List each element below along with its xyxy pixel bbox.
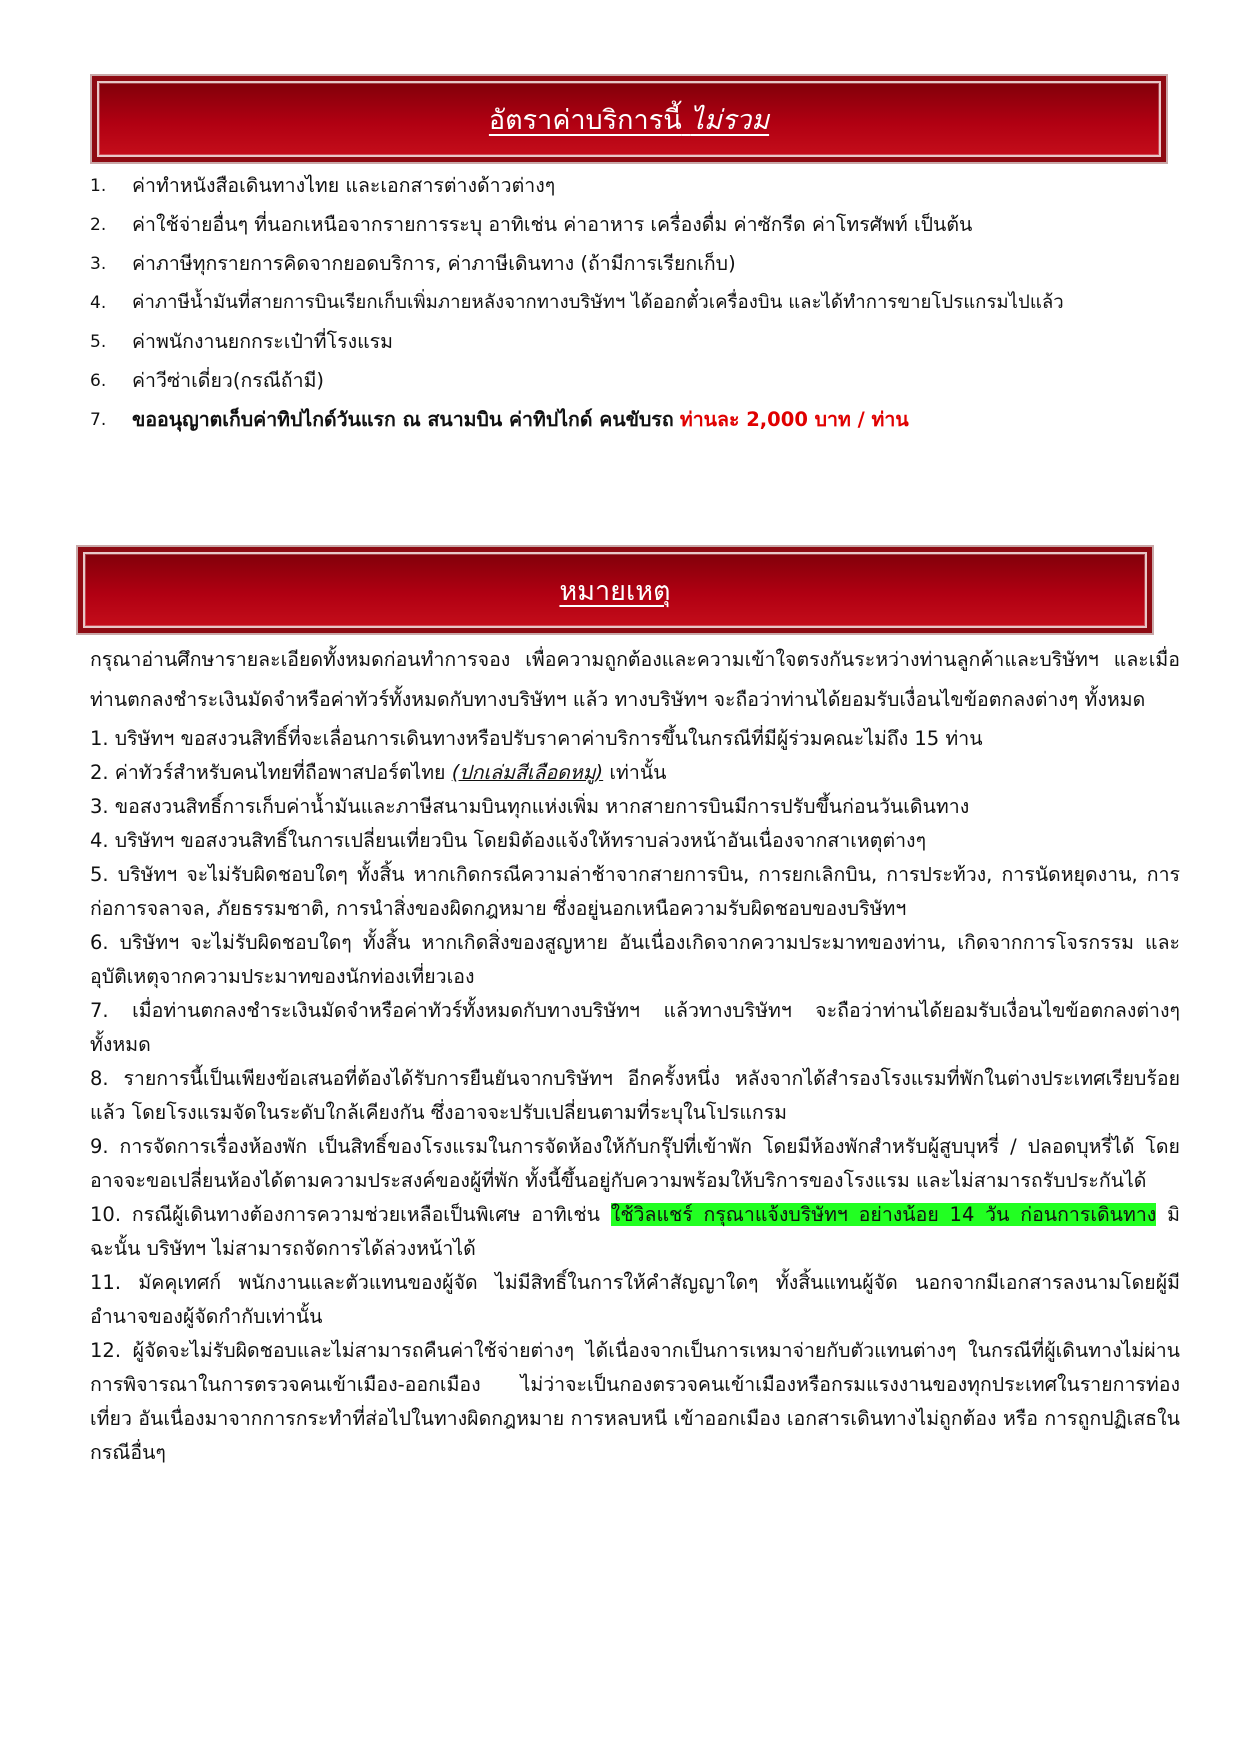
item-text: ขออนุญาตเก็บค่าทิปไกด์วันแรก ณ สนามบิน ค่าทิปไกด์ คนขับรถ xyxy=(132,408,674,431)
note-item: 12. ผู้จัดจะไม่รับผิดชอบและไม่สามารถคืนค่าใช้จ่ายต่างๆ ได้เนื่องจากเป็นการเหมาจ่ายกับตัวแทนต่างๆ ในกรณีที่ผู้เดินทางไม่ผ่านการพิจารณาในการตรวจคนเข้าเมือง-ออกเมือง ไม่ว่าจะเป็นกองตรวจคนเข้าเมืองหรือกรมแรงงานของทุกประเทศในรายการท่องเที่ยว อันเนื่องมาจากการกระทำที่ส่อไปในทางผิดกฎหมาย การหลบหนี เข้าออกเมือง เอกสารเดินทางไม่ถูกต้อง หรือ การถูกปฏิเสธในกรณีอื่นๆ xyxy=(90,1339,1180,1464)
item-number: 6. xyxy=(90,370,107,391)
tip-price-highlight: ท่านละ 2,000 บาท / ท่าน xyxy=(679,408,909,431)
note-text: 2. ค่าทัวร์สำหรับคนไทยที่ถือพาสปอร์ตไทย xyxy=(90,761,452,784)
notes-banner xyxy=(76,545,1154,635)
excluded-list xyxy=(90,166,1180,439)
note-item: 3. ขอสงวนสิทธิ์การเก็บค่าน้ำมันและภาษีสนามบินทุกแห่งเพิ่ม หากสายการบินมีการปรับขึ้นก่อนวันเดินทาง xyxy=(90,795,970,818)
wheelchair-highlight: ใช้วิลแชร์ กรุณาแจ้งบริษัทฯ อย่างน้อย 14 วัน ก่อนการเดินทาง xyxy=(610,1203,1157,1226)
note-text: มิฉะนั้น บริษัทฯ ไม่สามารถจัดการได้ล่วงหน้าได้ xyxy=(90,1203,1180,1260)
item-text: ค่าภาษีน้ำมันที่สายการบินเรียกเก็บเพิ่มภายหลังจากทางบริษัทฯ ได้ออกตั๋วเครื่องบิน และได้ทำการขายโปรแกรมไปแล้ว xyxy=(132,292,1064,313)
note-item xyxy=(90,1198,1180,1266)
item-text: ค่าภาษีทุกรายการคิดจากยอดบริการ, ค่าภาษีเดินทาง (ถ้ามีการเรียกเก็บ) xyxy=(132,252,736,275)
item-text: ค่าทำหนังสือเดินทางไทย และเอกสารต่างด้าวต่างๆ xyxy=(132,174,556,197)
passport-note: (ปกเล่มสีเลือดหมู) xyxy=(451,761,604,784)
list-item xyxy=(90,322,1180,361)
item-text: ค่าใช้จ่ายอื่นๆ ที่นอกเหนือจากรายการระบุ อาทิเช่น ค่าอาหาร เครื่องดื่ม ค่าซักรีด ค่าโทรศัพท์ เป็นต้น xyxy=(132,213,973,236)
list-item xyxy=(90,166,1180,205)
note-item: 9. การจัดการเรื่องห้องพัก เป็นสิทธิ์ของโรงแรมในการจัดห้องให้กับกรุ๊ปที่เข้าพัก โดยมีห้องพักสำหรับผู้สูบบุหรี่ / ปลอดบุหรี่ได้ โดยอาจจะขอเปลี่ยนห้องได้ตามความประสงค์ของผู้ที่พัก ทั้งนี้ขึ้นอยู่กับความพร้อมให้บริการของโรงแรม และไม่สามารถรับประกันได้ xyxy=(90,1135,1180,1192)
list-item xyxy=(90,400,1180,439)
item-number: 2. xyxy=(90,214,107,235)
excluded-banner xyxy=(90,74,1168,164)
notes-body xyxy=(90,640,1180,1470)
list-item xyxy=(90,361,1180,400)
item-number: 5. xyxy=(90,331,107,352)
item-text: ค่าวีซ่าเดี่ยว(กรณีถ้ามี) xyxy=(132,369,325,392)
excluded-title-emph: ไม่รวม xyxy=(690,104,770,136)
item-number: 1. xyxy=(90,175,107,196)
note-item: 4. บริษัทฯ ขอสงวนสิทธิ์ในการเปลี่ยนเที่ยวบิน โดยมิต้องแจ้งให้ทราบล่วงหน้าอันเนื่องจากสาเหตุต่างๆ xyxy=(90,829,927,852)
item-number: 4. xyxy=(90,292,107,313)
excluded-title-main: อัตราค่าบริการนี้ xyxy=(488,104,682,136)
note-item: 11. มัคคุเทศก์ พนักงานและตัวแทนของผู้จัด ไม่มีสิทธิ์ในการให้คำสัญญาใดๆ ทั้งสิ้นแทนผู้จัด นอกจากมีเอกสารลงนามโดยผู้มีอำนาจของผู้จัดกำกับเท่านั้น xyxy=(90,1271,1180,1328)
note-item: 8. รายการนี้เป็นเพียงข้อเสนอที่ต้องได้รับการยืนยันจากบริษัทฯ อีกครั้งหนึ่ง หลังจากได้สำรองโรงแรมที่พักในต่างประเทศเรียบร้อยแล้ว โดยโรงแรมจัดในระดับใกล้เคียงกัน ซึ่งอาจจะปรับเปลี่ยนตามที่ระบุในโปรแกรม xyxy=(90,1067,1180,1124)
note-item xyxy=(90,756,1180,790)
item-number: 7. xyxy=(90,409,107,430)
note-item: 5. บริษัทฯ จะไม่รับผิดชอบใดๆ ทั้งสิ้น หากเกิดกรณีความล่าช้าจากสายการบิน, การยกเลิกบิน, การประท้วง, การนัดหยุดงาน, การก่อการจลาจล, ภัยธรรมชาติ, การนำสิ่งของผิดกฎหมาย ซึ่งอยู่นอกเหนือความรับผิดชอบของบริษัทฯ xyxy=(90,863,1180,920)
note-text: 10. กรณีผู้เดินทางต้องการความช่วยเหลือเป็นพิเศษ อาทิเช่น xyxy=(90,1203,611,1226)
notes-intro: กรุณาอ่านศึกษารายละเอียดทั้งหมดก่อนทำการจอง เพื่อความถูกต้องและความเข้าใจตรงกันระหว่างท่านลูกค้าและบริษัทฯ และเมื่อท่านตกลงชำระเงินมัดจำหรือค่าทัวร์ทั้งหมดกับทางบริษัทฯ แล้ว ทางบริษัทฯ จะถือว่าท่านได้ยอมรับเงื่อนไขข้อตกลงต่างๆ ทั้งหมด xyxy=(90,648,1180,711)
list-item xyxy=(90,205,1180,244)
note-item: 6. บริษัทฯ จะไม่รับผิดชอบใดๆ ทั้งสิ้น หากเกิดสิ่งของสูญหาย อันเนื่องเกิดจากความประมาทของท่าน, เกิดจากการโจรกรรม และ อุบัติเหตุจากความประมาทของนักท่องเที่ยวเอง xyxy=(90,931,1180,988)
note-item: 7. เมื่อท่านตกลงชำระเงินมัดจำหรือค่าทัวร์ทั้งหมดกับทางบริษัทฯ แล้วทางบริษัทฯ จะถือว่าท่านได้ยอมรับเงื่อนไขข้อตกลงต่างๆ ทั้งหมด xyxy=(90,999,1180,1056)
excluded-title xyxy=(489,98,769,141)
list-item xyxy=(90,244,1180,283)
note-text: เท่านั้น xyxy=(603,761,667,784)
notes-title: หมายเหตุ xyxy=(559,575,671,607)
note-item: 1. บริษัทฯ ขอสงวนสิทธิ์ที่จะเลื่อนการเดินทางหรือปรับราคาค่าบริการขึ้นในกรณีที่มีผู้ร่วมคณะไม่ถึง 15 ท่าน xyxy=(90,727,983,750)
item-text: ค่าพนักงานยกกระเป๋าที่โรงแรม xyxy=(132,330,393,353)
item-number: 3. xyxy=(90,253,107,274)
list-item xyxy=(90,283,1180,322)
